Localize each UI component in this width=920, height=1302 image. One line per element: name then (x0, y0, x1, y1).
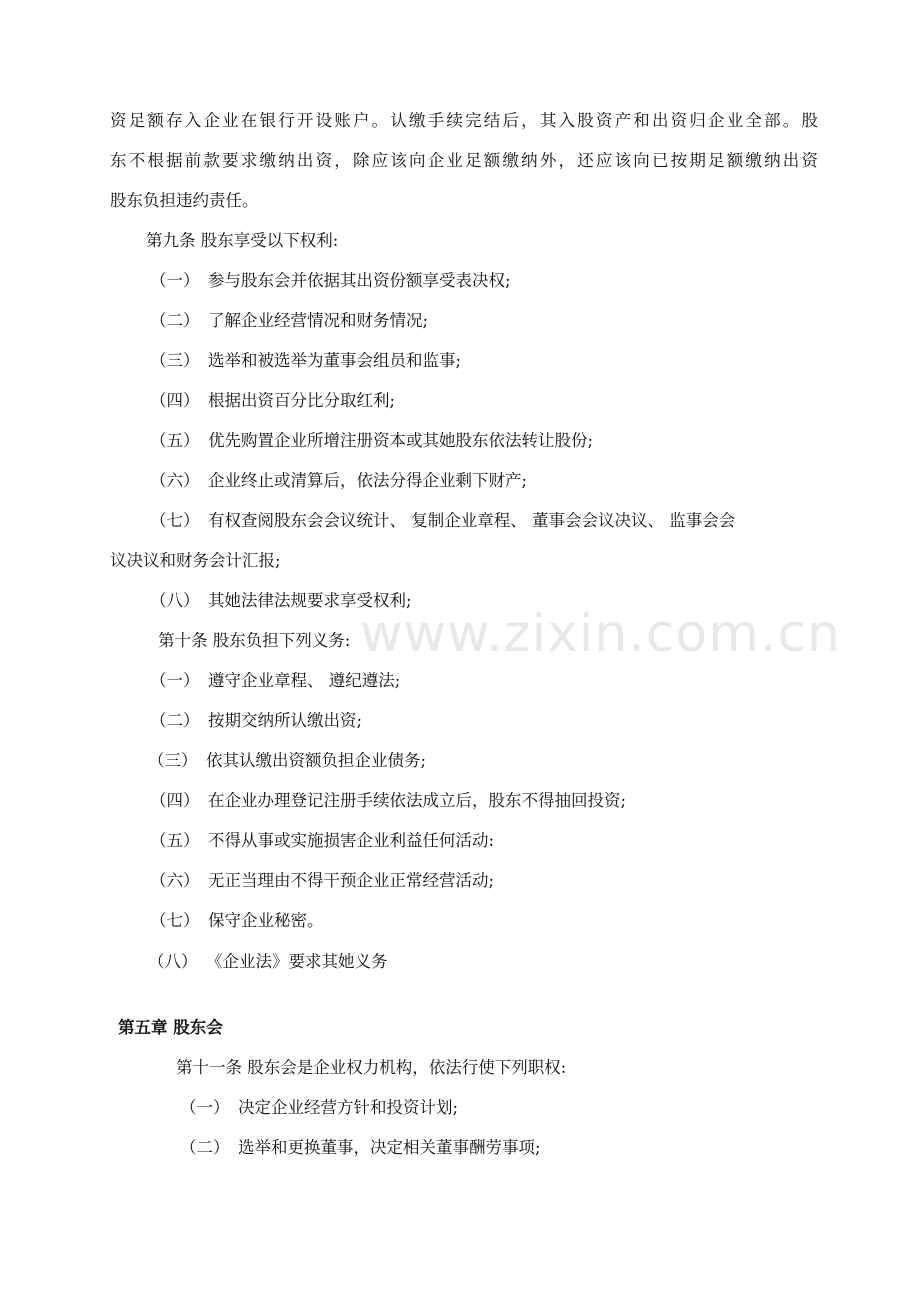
list-item (150, 509, 735, 533)
item-number: （七） (150, 511, 200, 530)
item-text: 依其认缴出资额负担企业债务; (206, 751, 427, 770)
item-number: （八） (148, 952, 198, 971)
watermark: www.zixin.com.cn (360, 604, 841, 664)
item-number: （六） (150, 871, 200, 890)
item-text: 根据出资百分比分取红利; (208, 391, 396, 410)
list-item (150, 429, 593, 453)
item-text: 优先购置企业所增注册资本或其她股东依法转让股份; (208, 431, 594, 450)
item-number: （一） (150, 671, 200, 690)
paragraph-line-1: 资足额存入企业在银行开设账户。认缴手续完结后，其入股资产和出资归企业全部。股 (110, 111, 818, 130)
item-number: （四） (150, 391, 200, 410)
list-item-continuation: 议决议和财务会计汇报; (110, 551, 281, 570)
item-number: （五） (150, 431, 200, 450)
list-item (148, 950, 388, 974)
item-number: （八） (150, 591, 200, 610)
item-number: （五） (150, 831, 200, 850)
item-text: 无正当理由不得干预企业正常经营活动; (208, 871, 495, 890)
paragraph-line-3: 股东负担违约责任。 (110, 191, 259, 210)
list-item (150, 589, 412, 613)
item-number: （三） (148, 751, 198, 770)
item-number: （七） (150, 911, 200, 930)
list-item (150, 789, 626, 813)
item-number: （三） (150, 351, 200, 370)
item-text: 按期交纳所认缴出资; (208, 711, 363, 730)
item-text: 遵守企业章程、 遵纪遵法; (208, 671, 401, 690)
chapter-heading: 第五章 股东会 (118, 1018, 223, 1037)
item-number: （四） (150, 791, 200, 810)
list-item (150, 269, 511, 293)
item-text: 其她法律法规要求享受权利; (208, 591, 412, 610)
article-11-title: 第十一条 股东会是企业权力机构，依法行使下列职权: (176, 1058, 567, 1077)
list-item (150, 389, 395, 413)
item-text: 不得从事或实施损害企业利益任何活动: (208, 831, 495, 850)
item-number: （二） (150, 311, 200, 330)
list-item (148, 749, 426, 773)
list-item (150, 709, 362, 733)
item-text: 了解企业经营情况和财务情况; (208, 311, 429, 330)
item-number: （二） (150, 711, 200, 730)
item-number: （一） (180, 1098, 230, 1117)
item-number: （六） (150, 471, 200, 490)
list-item (150, 909, 324, 933)
article-10-title: 第十条 股东负担下列义务: (158, 631, 351, 650)
list-item (150, 829, 494, 853)
item-text: 决定企业经营方针和投资计划; (238, 1098, 459, 1117)
item-text: 有权查阅股东会会议统计、 复制企业章程、 董事会会议决议、 监事会会 (208, 511, 736, 530)
list-item (150, 469, 527, 493)
list-item (150, 869, 494, 893)
list-item (180, 1136, 541, 1160)
item-text: 在企业办理登记注册手续依法成立后，股东不得抽回投资; (208, 791, 627, 810)
item-number: （一） (150, 271, 200, 290)
item-text: 保守企业秘密。 (208, 911, 324, 930)
article-9-title: 第九条 股东享受以下权利: (146, 231, 339, 250)
list-item (150, 309, 428, 333)
item-text: 《企业法》要求其她义务 (206, 952, 388, 971)
item-text: 选举和更换董事，决定相关董事酬劳事项; (238, 1138, 541, 1157)
list-item (150, 349, 461, 373)
item-number: （二） (180, 1138, 230, 1157)
item-text: 参与股东会并依据其出资份额享受表决权; (208, 271, 511, 290)
list-item (180, 1096, 458, 1120)
item-text: 企业终止或清算后，依法分得企业剩下财产; (208, 471, 528, 490)
list-item (150, 669, 400, 693)
paragraph-line-2: 东不根据前款要求缴纳出资，除应该向企业足额缴纳外，还应该向已按期足额缴纳出资 (110, 151, 818, 170)
item-text: 选举和被选举为董事会组员和监事; (208, 351, 462, 370)
